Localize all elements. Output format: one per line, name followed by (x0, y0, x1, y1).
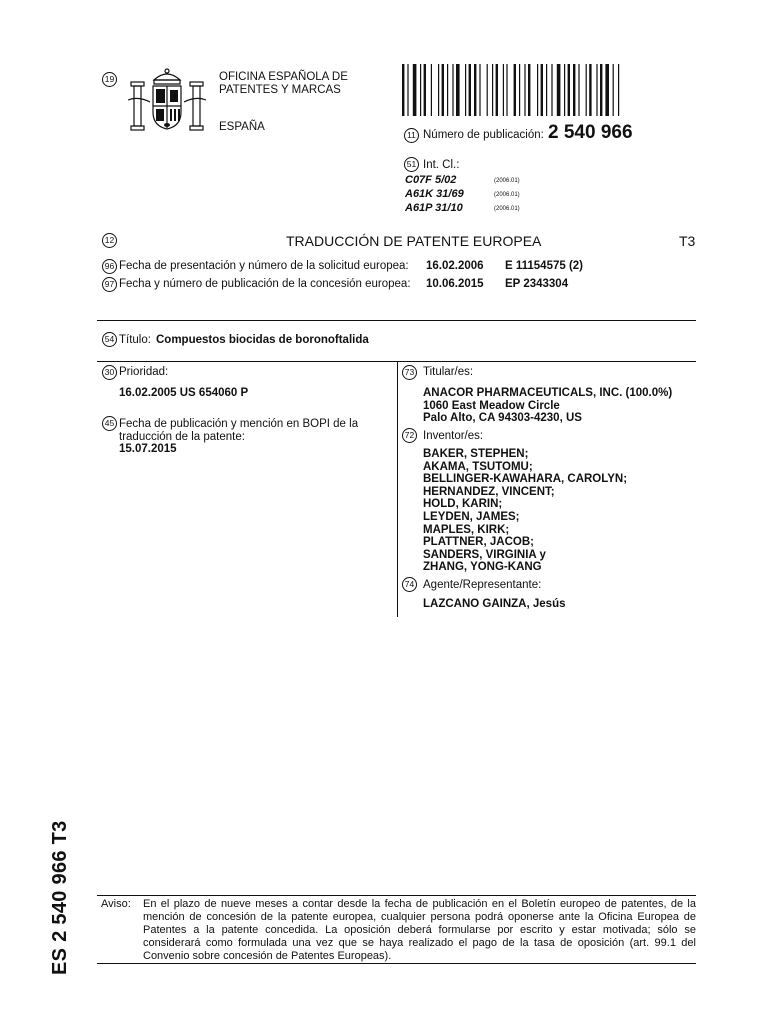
column-divider (397, 361, 398, 617)
barcode (402, 64, 698, 116)
inid-54: 54 (102, 332, 117, 347)
intcl-code: A61K 31/69 (405, 188, 464, 200)
inid-73: 73 (402, 365, 417, 380)
intcl-year: (2006.01) (494, 178, 520, 184)
title-label: Título: (119, 334, 151, 346)
inventor-label: Inventor/es: (423, 430, 484, 442)
inventor: ZHANG, YONG-KANG (423, 561, 542, 574)
holder-block: ANACOR PHARMACEUTICALS, INC. (100.0%) 1060 East Meadow Circle Palo Alto, CA 94303-4230, US (423, 387, 673, 425)
priority-label: Prioridad: (119, 366, 169, 378)
coat-of-arms-icon (126, 66, 208, 138)
agent-value: LAZCANO GAINZA, Jesús (423, 598, 566, 610)
inid-51: 51 (404, 157, 419, 172)
inid-96: 96 (102, 259, 117, 274)
aviso-label: Aviso: (101, 898, 131, 910)
intcl-code: C07F 5/02 (405, 174, 457, 186)
inventor: HERNANDEZ, VINCENT; (423, 485, 555, 498)
divider (97, 320, 696, 321)
document-kind: T3 (679, 233, 696, 249)
title-value: Compuestos biocidas de boronoftalida (156, 334, 369, 346)
inid-11: 11 (404, 128, 419, 143)
country: ESPAÑA (219, 121, 265, 133)
inid-19: 19 (102, 72, 117, 87)
aviso-text: En el plazo de nueve meses a contar desde la fecha de publicación en el Boletín europeo de patentes, de la mención de concesión de la patente europea, cualquier persona podrá oponerse ante la Oficina Europea de Patentes a la patente concedida. La oposición deberá formularse por escrito y estar motivada; sólo se considerará como formulada una vez que se haya realizado el pago de la tasa de oposición (art. 99.1 del Convenio sobre concesión de Patentes Europeas). (143, 898, 696, 962)
document-title: TRADUCCIÓN DE PATENTE EUROPEA (286, 233, 542, 249)
inventor: AKAMA, TSUTOMU; (423, 460, 533, 473)
inventor: BAKER, STEPHEN; (423, 448, 529, 460)
intcl-year: (2006.01) (494, 192, 520, 198)
side-publication-code: ES 2 540 966 T3 (49, 820, 71, 975)
inventor: BELLINGER-KAWAHARA, CAROLYN; (423, 473, 628, 486)
divider (97, 895, 696, 896)
inventor: HOLD, KARIN; (423, 498, 503, 511)
inid-30: 30 (102, 365, 117, 380)
office-name: OFICINA ESPAÑOLA DE PATENTES Y MARCAS (219, 71, 348, 96)
intcl-label: Int. Cl.: (423, 159, 460, 171)
filing-date: 16.02.2006 (426, 260, 484, 272)
inventor: MAPLES, KIRK; (423, 523, 510, 536)
inid-72: 72 (402, 428, 417, 443)
inid-97: 97 (102, 277, 117, 292)
inid-45: 45 (102, 416, 117, 431)
grant-label: Fecha y número de publicación de la concesión europea: (119, 278, 411, 290)
publication-label: Número de publicación: (423, 129, 544, 141)
inid-12: 12 (102, 233, 117, 248)
intcl-code: A61P 31/10 (405, 202, 463, 214)
bopi-block: Fecha de publicación y mención en BOPI de la traducción de la patente: 15.07.2015 (119, 418, 359, 456)
priority-value: 16.02.2005 US 654060 P (119, 387, 249, 399)
inventor-list (423, 448, 627, 574)
grant-number: EP 2343304 (505, 278, 569, 290)
publication-number: 2 540 966 (548, 122, 633, 143)
agent-label: Agente/Representante: (423, 579, 542, 591)
filing-label: Fecha de presentación y número de la solicitud europea: (119, 260, 409, 272)
inid-74: 74 (402, 577, 417, 592)
divider (97, 963, 696, 964)
holder-label: Titular/es: (423, 366, 474, 378)
inventor: SANDERS, VIRGINIA y (423, 548, 546, 561)
grant-date: 10.06.2015 (426, 278, 484, 290)
intcl-year: (2006.01) (494, 206, 520, 212)
inventor: PLATTNER, JACOB; (423, 536, 534, 549)
filing-number: E 11154575 (2) (505, 260, 584, 272)
inventor: LEYDEN, JAMES; (423, 510, 520, 523)
